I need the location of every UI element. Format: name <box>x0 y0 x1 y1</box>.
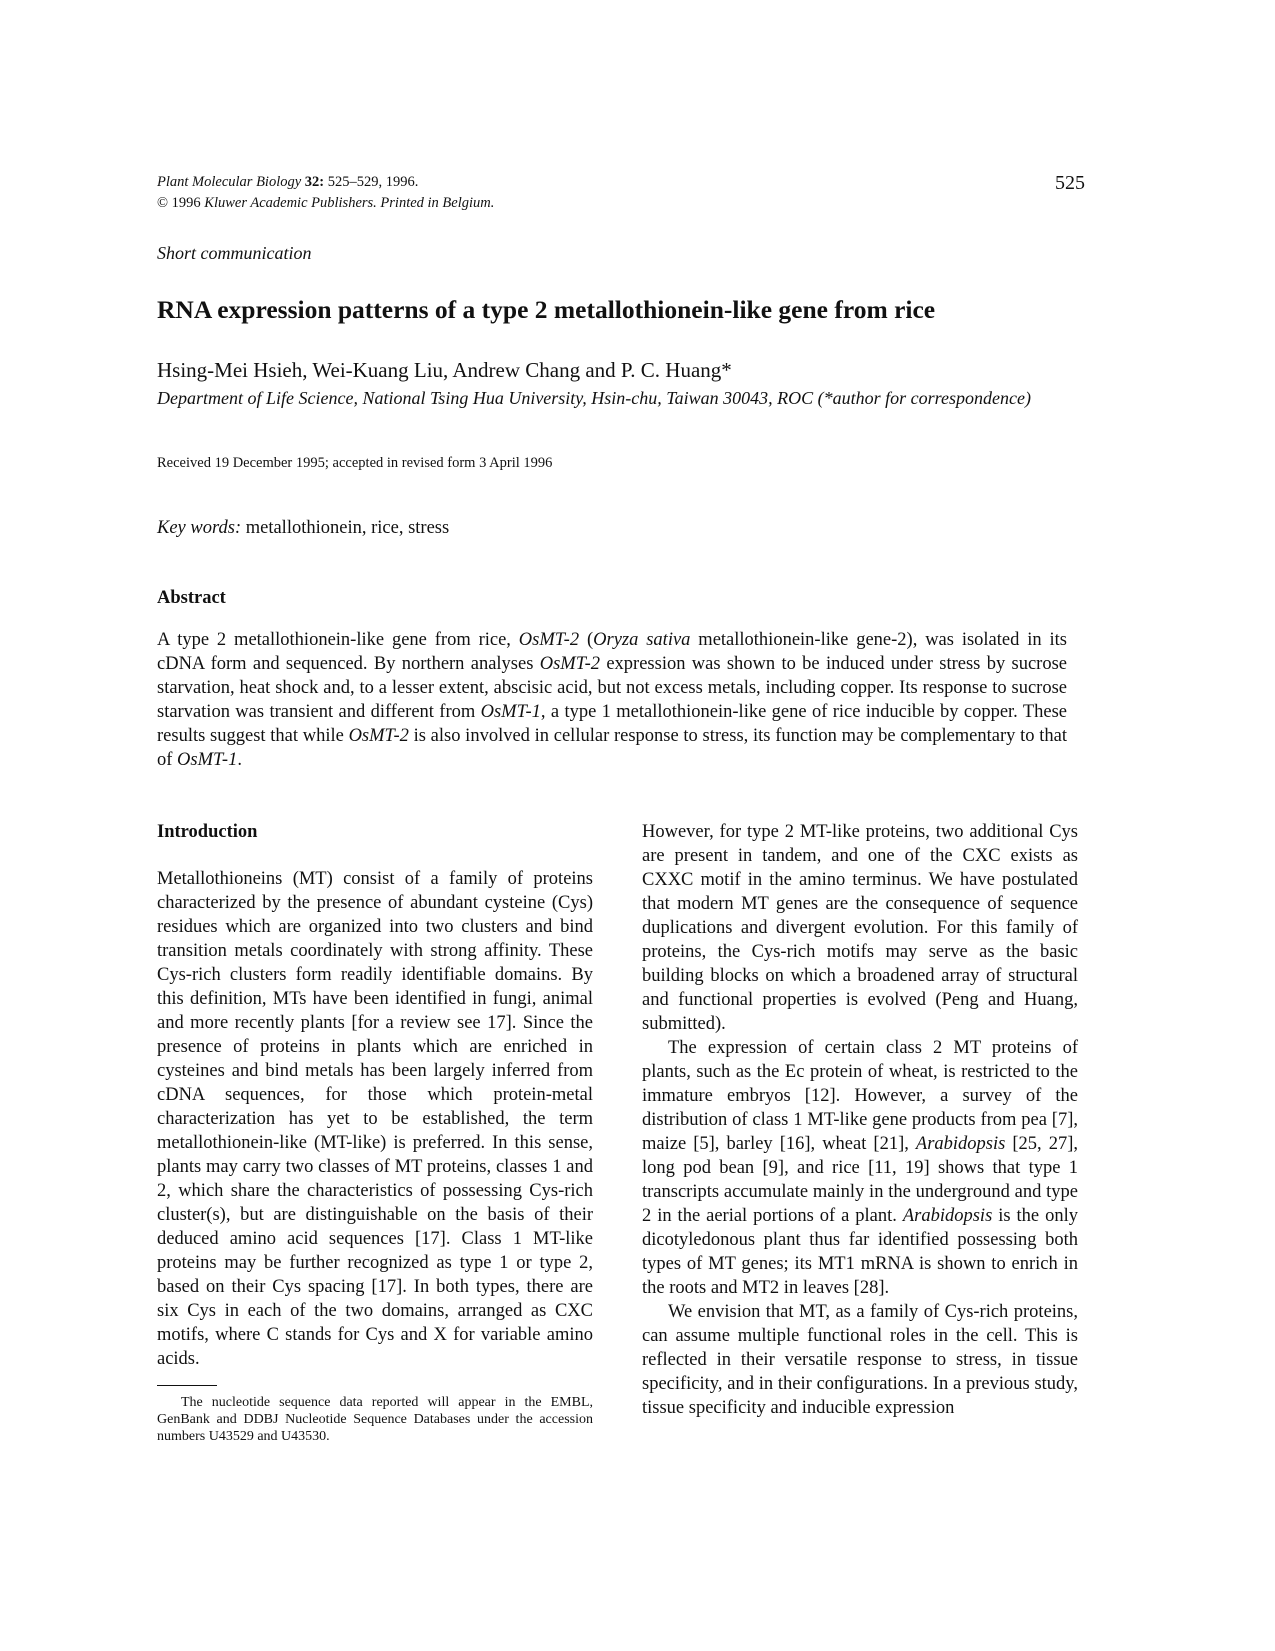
abstract-segment: is also involved in cellular response to stress, its function may be complementary to that of <box>157 726 1067 770</box>
introduction-paragraph-4: We envision that MT, as a family of Cys-rich proteins, can assume multiple functional roles in the cell. This is reflected in their versatile response to stress, in tissue specificity, and in their configurations. In a previous study, tissue specificity and inducible expression <box>642 1302 1078 1418</box>
paragraph-segment: is the only dicotyledonous plant thus far identified possessing both types of MT genes; its MT1 mRNA is shown to enrich in the roots and MT2 in leaves [28]. <box>642 1206 1078 1298</box>
abstract-heading: Abstract <box>157 588 226 608</box>
abstract-segment: . <box>237 750 242 770</box>
gene-name: OsMT-1 <box>480 702 541 722</box>
abstract-segment: ( <box>579 630 594 650</box>
publisher: Kluwer Academic Publishers. Printed in Belgium. <box>204 195 495 211</box>
footnote-divider <box>157 1385 217 1386</box>
journal-volume: 32: <box>304 174 325 190</box>
copyright-year: 1996 <box>171 195 201 211</box>
gene-name: OsMT-1 <box>177 750 238 770</box>
section-type: Short communication <box>157 243 312 263</box>
abstract-segment: , a type 1 metallothionein-like gene of rice inducible by copper. These results suggest that while <box>157 702 1067 746</box>
right-column <box>642 820 1078 1420</box>
footnote: The nucleotide sequence data reported will appear in the EMBL, GenBank and DDBJ Nucleotide Sequence Databases under the accession numbers U43529 and U43530. <box>157 1395 593 1444</box>
introduction-paragraph-2: However, for type 2 MT-like proteins, two additional Cys are present in tandem, and one of the CXC exists as CXXC motif in the amino terminus. We have postulated that modern MT genes are the consequence of sequence duplications and divergent evolution. For this family of proteins, the Cys-rich motifs may serve as the basic building blocks on which a broadened array of structural and functional properties is evolved (Peng and Huang, submitted). <box>642 822 1078 1034</box>
keywords-label: Key words: <box>157 518 242 538</box>
paragraph-segment: [25, 27], long pod bean [9], and rice [11, 19] shows that type 1 transcripts accumulate mainly in the underground and type 2 in the aerial portions of a plant. <box>642 1134 1078 1226</box>
paragraph-segment: The expression of certain class 2 MT proteins of plants, such as the Ec protein of wheat, is restricted to the immature embryos [12]. However, a survey of the distribution of class 1 MT-like gene products from pea [7], maize [5], barley [16], wheat [21], <box>642 1038 1078 1154</box>
page-number: 525 <box>1055 172 1085 194</box>
gene-name: OsMT-2 <box>348 726 409 746</box>
paper-title: RNA expression patterns of a type 2 metallothionein-like gene from rice <box>157 295 936 324</box>
copyright-line <box>157 193 494 214</box>
authors: Hsing-Mei Hsieh, Wei-Kuang Liu, Andrew Chang and P. C. Huang* <box>157 358 732 382</box>
gene-name: OsMT-2 <box>539 654 601 674</box>
abstract-segment: A type 2 metallothionein-like gene from rice, <box>157 630 519 650</box>
abstract-segment: expression was shown to be induced under stress by sucrose starvation, heat shock and, to a lesser extent, abscisic acid, but not excess metals, including copper. Its response to sucrose starvation was transient and different from <box>157 654 1067 722</box>
species-name: Arabidopsis <box>915 1134 1006 1154</box>
affiliation: Department of Life Science, National Tsing Hua University, Hsin-chu, Taiwan 30043, ROC (*author for correspondence) <box>157 388 1031 408</box>
received-dates: Received 19 December 1995; accepted in revised form 3 April 1996 <box>157 455 553 471</box>
journal-name: Plant Molecular Biology <box>157 174 302 190</box>
journal-line <box>157 172 494 193</box>
keywords-value: metallothionein, rice, stress <box>245 518 450 538</box>
copyright-symbol: © <box>157 195 169 211</box>
journal-pages-year: 525–529, 1996. <box>327 174 419 190</box>
introduction-paragraph-3 <box>642 1036 1078 1300</box>
citation-header <box>157 172 494 214</box>
abstract-text <box>157 628 1067 772</box>
introduction-paragraph-1: Metallothioneins (MT) consist of a family of proteins characterized by the presence of abundant cysteine (Cys) residues which are organized into two clusters and bind transition metals coordinately with strong affinity. These Cys-rich clusters form readily identifiable domains. By this definition, MTs have been identified in fungi, animal and more recently plants [for a review see 17]. Since the presence of proteins in plants which are enriched in cysteines and bind metals has been largely inferred from cDNA sequences, for those which protein-metal characterization has yet to be established, the term metallothionein-like (MT-like) is preferred. In this sense, plants may carry two classes of MT proteins, classes 1 and 2, which share the characteristics of possessing Cys-rich cluster(s), but are distinguishable on the basis of their deduced amino acid sequences [17]. Class 1 MT-like proteins may be further recognized as type 1 or type 2, based on their Cys spacing [17]. In both types, there are six Cys in each of the two domains, arranged as CXC motifs, where C stands for Cys and X for variable amino acids. <box>157 869 593 1369</box>
introduction-heading: Introduction <box>157 822 258 842</box>
left-column <box>157 820 593 1445</box>
species-name: Oryza sativa <box>593 630 691 650</box>
keywords <box>157 518 449 539</box>
gene-name: OsMT-2 <box>518 630 580 650</box>
species-name: Arabidopsis <box>902 1206 993 1226</box>
abstract-segment: metallothionein-like gene-2), was isolated in its cDNA form and sequenced. By northern analyses <box>157 630 1067 674</box>
